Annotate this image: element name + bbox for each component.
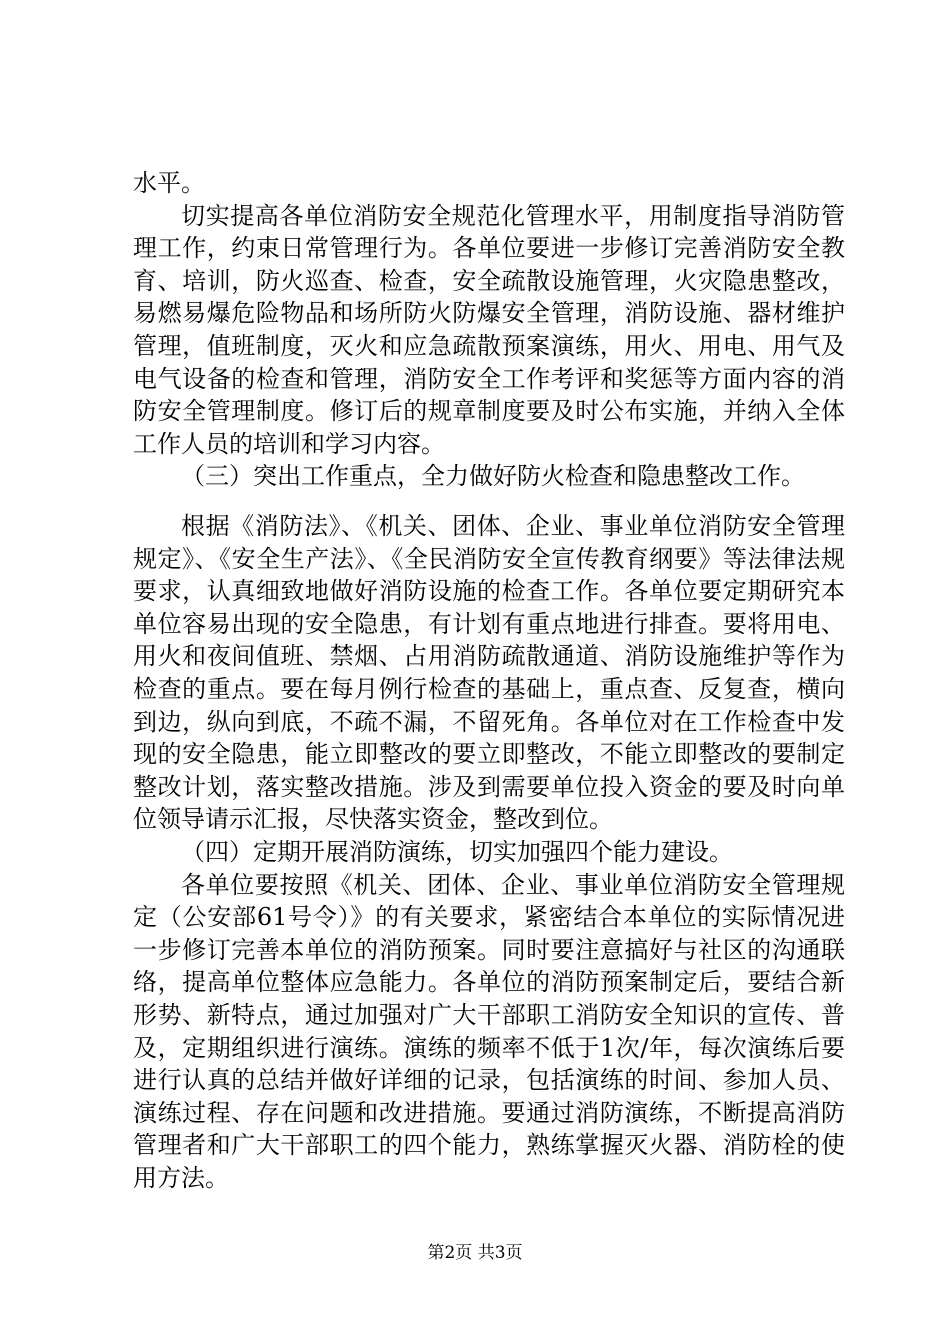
section-heading-3: （三）突出工作重点，全力做好防火检查和隐患整改工作。 xyxy=(181,462,805,491)
page-number-footer: 第2页 共3页 xyxy=(427,1243,523,1263)
paragraph-inspection: 根据《消防法》、《机关、团体、企业、事业单位消防安全管理规定》、《安全生产法》、《全民消防安全宣传教育纲要》等法律法规要求，认真细致地做好消防设施的检查工作。各单位要定期研究本单位容易出现的安全隐患，有计划有重点地进行排查。要将用电、用火和夜间值班、禁烟、占用消防疏散通道、消防设施维护等作为检查的重点。要在每月例行检查的基础上，重点查、反复查，横向到边，纵向到底，不疏不漏，不留死角。各单位对在工作检查中发现的安全隐患，能立即整改的要立即整改，不能立即整改的要制定整改计划，落实整改措施。涉及到需要单位投入资金的要及时向单位领导请示汇报，尽快落实资金，整改到位。 xyxy=(133,512,845,834)
section-heading-4: （四）定期开展消防演练，切实加强四个能力建设。 xyxy=(181,837,733,866)
document-body-lower xyxy=(133,510,845,1194)
document-body-upper xyxy=(133,167,845,493)
paragraph-regulations: 切实提高各单位消防安全规范化管理水平，用制度指导消防管理工作，约束日常管理行为。各单位要进一步修订完善消防安全教育、培训，防火巡查、检查，安全疏散设施管理，火灾隐患整改，易燃易爆危险物品和场所防火防爆安全管理，消防设施、器材维护管理，值班制度，灭火和应急疏散预案演练，用火、用电、用气及电气设备的检查和管理，消防安全工作考评和奖惩等方面内容的消防安全管理制度。修订后的规章制度要及时公布实施，并纳入全体工作人员的培训和学习内容。 xyxy=(133,201,845,458)
paragraph-continuation: 水平。 xyxy=(133,169,205,197)
paragraph-drills: 各单位要按照《机关、团体、企业、事业单位消防安全管理规定（公安部61号令）》的有关要求，紧密结合本单位的实际情况进一步修订完善本单位的消防预案。同时要注意搞好与社区的沟通联络，提高单位整体应急能力。各单位的消防预案制定后，要结合新形势、新特点，通过加强对广大干部职工消防安全知识的宣传、普及，定期组织进行演练。演练的频率不低于1次/年，每次演练后要进行认真的总结并做好详细的记录，包括演练的时间、参加人员、演练过程、存在问题和改进措施。要通过消防演练，不断提高消防管理者和广大干部职工的四个能力，熟练掌握灭火器、消防栓的使用方法。 xyxy=(133,870,845,1192)
